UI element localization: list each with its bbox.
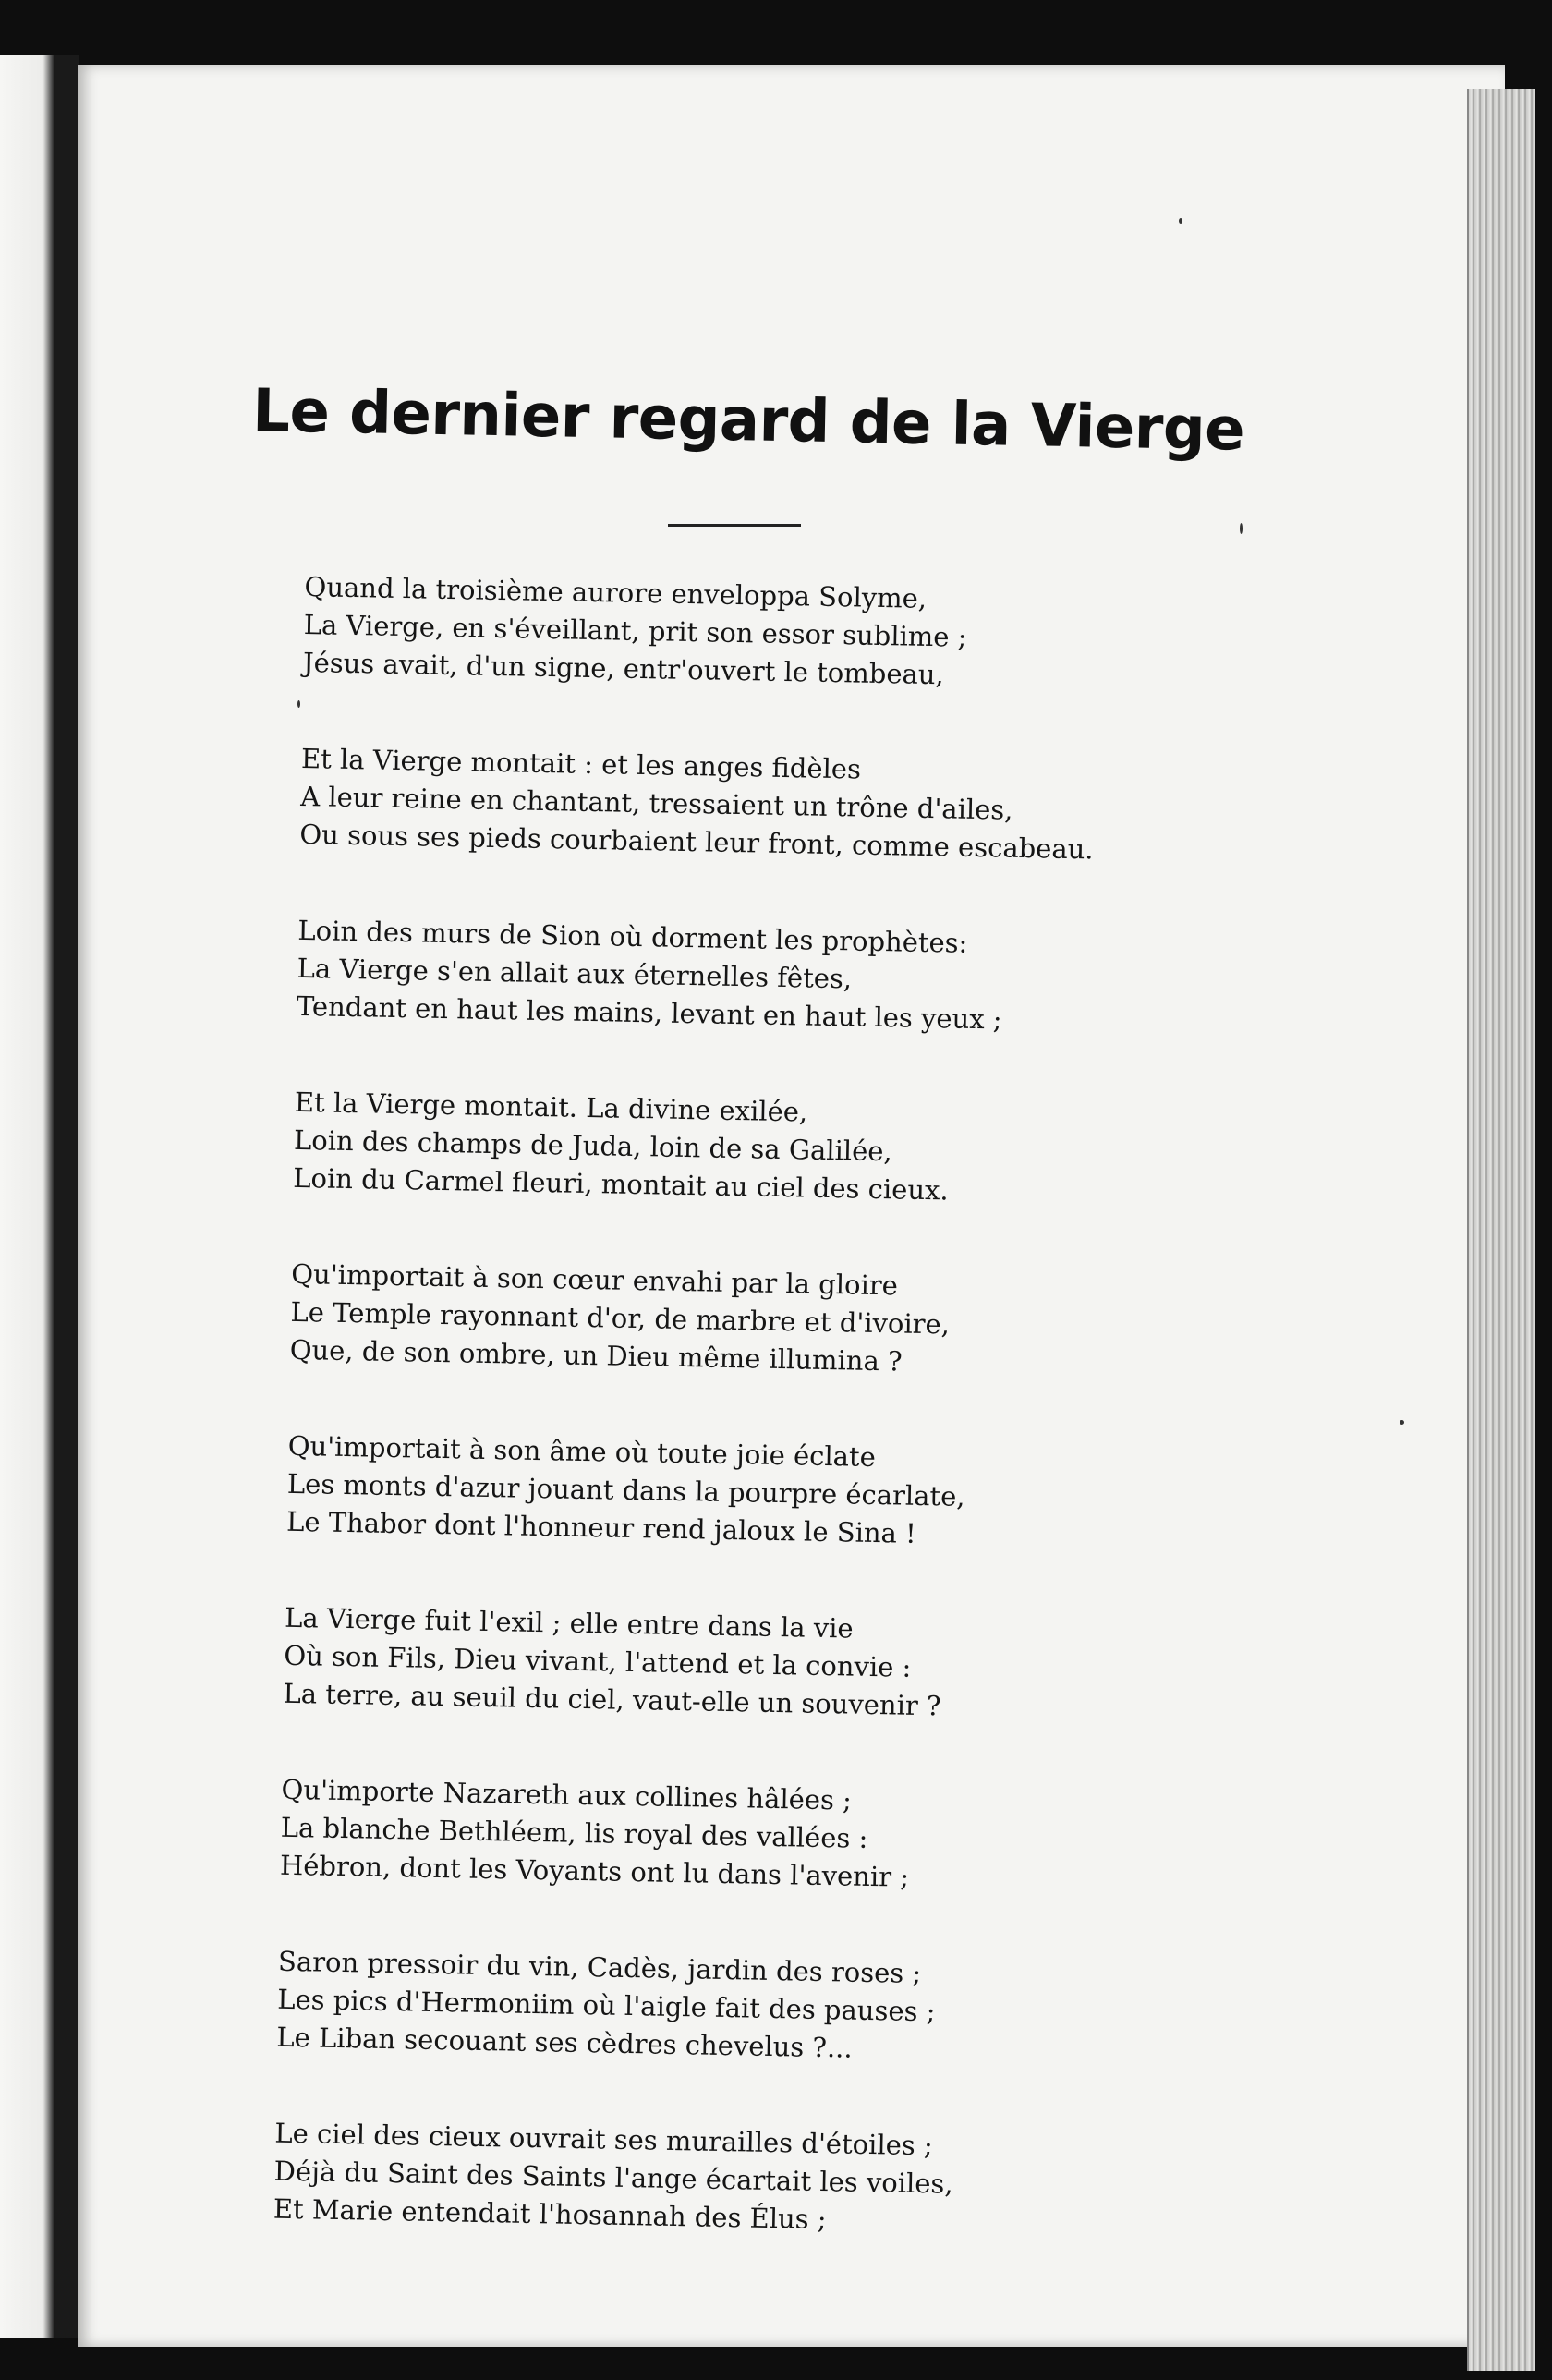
stanza — [289, 1256, 1178, 1386]
poem-line: Où son Fils, Dieu vivant, l'attend et la convie : — [284, 1639, 912, 1683]
ink-speck — [1240, 523, 1243, 534]
poem-line: Qu'importait à son âme où toute joie éclate — [287, 1429, 877, 1474]
poem-line: La Vierge fuit l'exil ; elle entre dans la vie — [284, 1601, 854, 1645]
poem-line: Les pics d'Hermoniim où l'aigle fait des pauses ; — [276, 1983, 936, 2028]
ink-speck — [1400, 1420, 1404, 1425]
poem-line: Hébron, dont les Voyants ont lu dans l'avenir ; — [279, 1849, 910, 1893]
stanza — [273, 2115, 1162, 2245]
poem-line: La Vierge s'en allait aux éternelles fêtes, — [297, 952, 853, 995]
stanza — [303, 568, 1192, 698]
poem-line: Tendant en haut les mains, levant en haut les yeux ; — [296, 990, 1002, 1036]
poem-line: Et la Vierge montait : et les anges fidèles — [300, 742, 862, 785]
poem-line: Loin des murs de Sion où dorment les prophètes: — [297, 914, 968, 959]
stanza — [293, 1084, 1182, 1214]
poem-line: A leur reine en chantant, tressaient un trône d'ailes, — [299, 780, 1013, 826]
poem-line: Ou sous ses pieds courbaient leur front, comme escabeau. — [299, 818, 1094, 866]
stanza — [299, 740, 1188, 870]
poem-line: Le Liban secouant ses cèdres chevelus ?... — [276, 2021, 854, 2064]
poem-title: Le dernier regard de la Vierge — [251, 376, 1245, 465]
poem-line: La terre, au seuil du ciel, vaut-elle un souvenir ? — [283, 1677, 941, 1722]
poem-line: Le Temple rayonnant d'or, de marbre et d'ivoire, — [290, 1295, 951, 1341]
poem-line: Loin du Carmel fleuri, montait au ciel des cieux. — [293, 1161, 949, 1207]
poem-line: Le Thabor dont l'honneur rend jaloux le Sina ! — [285, 1505, 917, 1549]
poem-line: Et Marie entendait l'hosannah des Élus ; — [273, 2192, 827, 2236]
stanza — [296, 912, 1184, 1042]
page-stack-edge — [1467, 89, 1535, 2371]
poem-line: Et la Vierge montait. La divine exilée, — [294, 1086, 808, 1128]
left-page-edge — [0, 55, 54, 2338]
poem-line: Saron pressoir du vin, Cadès, jardin des roses ; — [277, 1945, 922, 1990]
title-rule — [668, 524, 801, 527]
poem-line: Que, de son ombre, un Dieu même illumina ? — [289, 1333, 903, 1378]
poem-line: Loin des champs de Juda, loin de sa Galilée, — [293, 1123, 893, 1168]
book-gutter — [54, 55, 79, 2338]
poem-line: La blanche Bethléem, lis royal des vallées : — [280, 1811, 868, 1854]
poem-line: Le ciel des cieux ouvrait ses murailles d'étoiles ; — [274, 2117, 934, 2162]
poem-line: Qu'importe Nazareth aux collines hâlées ; — [281, 1773, 853, 1816]
stanza — [283, 1599, 1171, 1730]
poem-line: Déjà du Saint des Saints l'ange écartait les voiles, — [273, 2155, 953, 2200]
stanza — [280, 1771, 1169, 1901]
poem-line: Qu'importait à son cœur envahi par la gloire — [291, 1257, 899, 1302]
stanza — [276, 1943, 1165, 2073]
stanza — [286, 1427, 1175, 1558]
poem-line: Quand la troisième aurore enveloppa Solyme, — [304, 570, 928, 614]
poem-line: La Vierge, en s'éveillant, prit son essor sublime ; — [303, 608, 967, 653]
ink-speck — [1179, 218, 1182, 224]
ink-speck — [297, 700, 300, 708]
poem-line: Jésus avait, d'un signe, entr'ouvert le tombeau, — [302, 646, 945, 691]
poem-body — [272, 568, 1192, 2303]
poem-line: Les monts d'azur jouant dans la pourpre écarlate, — [286, 1467, 965, 1512]
